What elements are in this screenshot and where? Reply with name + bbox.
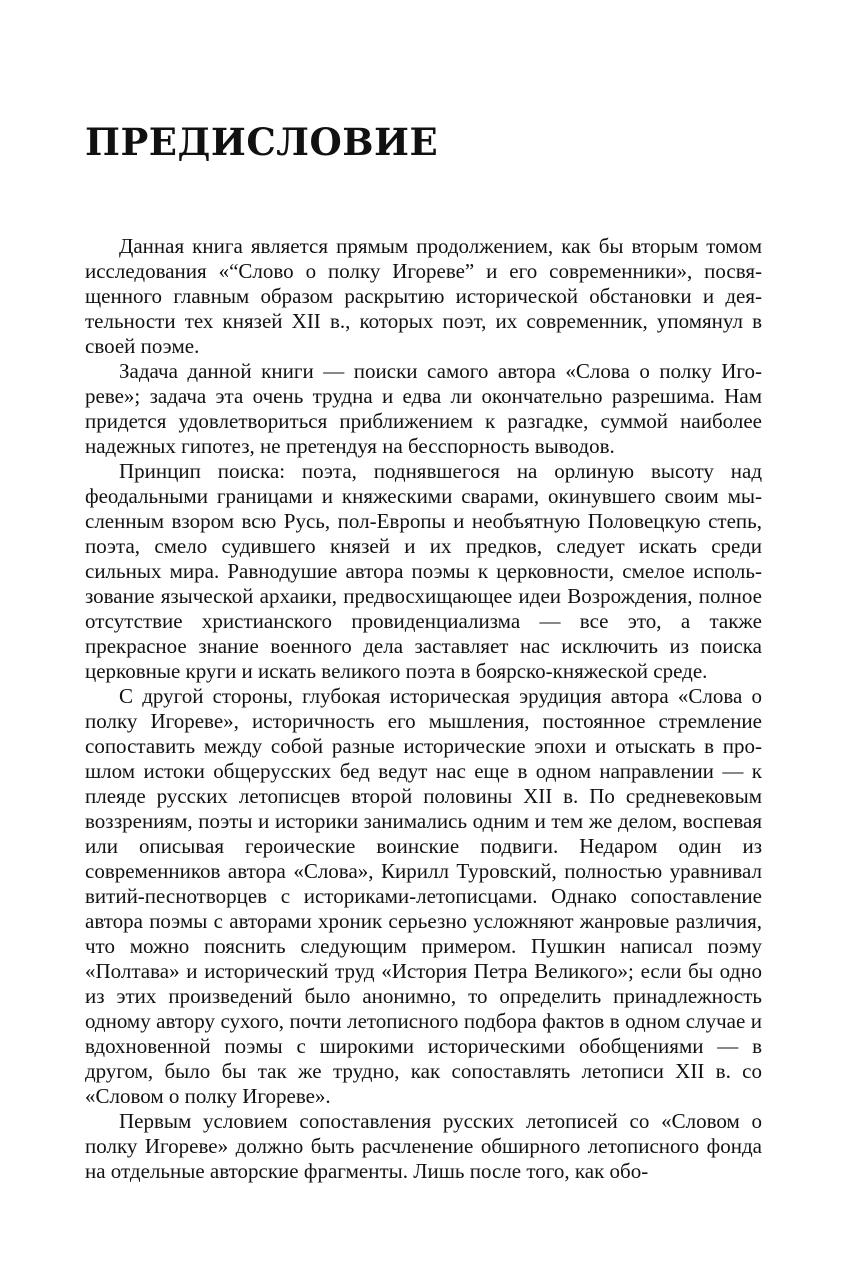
paragraph-1: Данная книга является прямым продолжением, как бы вторым томом исследования «“Слово о полку Игореве” и его современники», посвященного главным образом раскрытию исторической обстановки и деятельности тех князей XII в., которых поэт, их современник, упомянул в своей поэме. (85, 234, 762, 358)
paragraph-2: Задача данной книги — поиски самого автора «Слова о полку Игореве»; задача эта очень трудна и едва ли окончательно разрешима. Нам придется удовлетвориться приближением к разгадке, суммой наиболее надежных гипотез, не претендуя на бесспорность выводов. (85, 359, 762, 458)
paragraph-3: Принцип поиска: поэта, поднявшегося на орлиную высоту над феодальными границами и княжескими сварами, окинувшего своим мысленным взором всю Русь, пол-Европы и необъятную Половецкую степь, поэта, смело судившего князей и их предков, следует искать среди сильных мира. Равнодушие автора поэмы к церковности, смелое использование языческой архаики, предвосхищающее идеи Возрождения, полное отсутствие христианского провиденциализма — все это, а также прекрасное знание военного дела заставляет нас исключить из поиска церковные круги и искать великого поэта в боярско-княжеской среде. (85, 459, 762, 683)
paragraph-4: С другой стороны, глубокая историческая эрудиция автора «Слова о полку Игореве», историчность его мышления, постоянное стремление сопоставить между собой разные исторические эпохи и отыскать в прошлом истоки общерусских бед ведут нас еще в одном направлении — к плеяде русских летописцев второй половины XII в. По средневековым воззрениям, поэты и историки занимались одним и тем же делом, воспевая или описывая героические воинские подвиги. Недаром один из современников автора «Слова», Кирилл Туровский, полностью уравнивал витий-песнотворцев с историками-летописцами. Однако сопоставление автора поэмы с авторами хроник серьезно усложняют жанровые различия, что можно пояснить следующим примером. Пушкин написал поэму «Полтава» и исторический труд «История Петра Великого»; если бы одно из этих произведений было анонимно, то определить принадлежность одному автору сухого, почти летописного подбора фактов в одном случае и вдохновенной поэмы с широкими историческими обобщениями — в другом, было бы так же трудно, как сопоставлять летописи XII в. со «Словом о полку Игореве». (85, 684, 762, 1108)
paragraph-5: Первым условием сопоставления русских летописей со «Словом о полку Игореве» должно быть расчленение обширного летописного фонда на отдельные авторские фрагменты. Лишь после того, как обо- (85, 1109, 762, 1183)
body-text (85, 234, 762, 1184)
page (85, 0, 762, 1184)
chapter-heading: ПРЕДИСЛОВИЕ (85, 120, 439, 164)
